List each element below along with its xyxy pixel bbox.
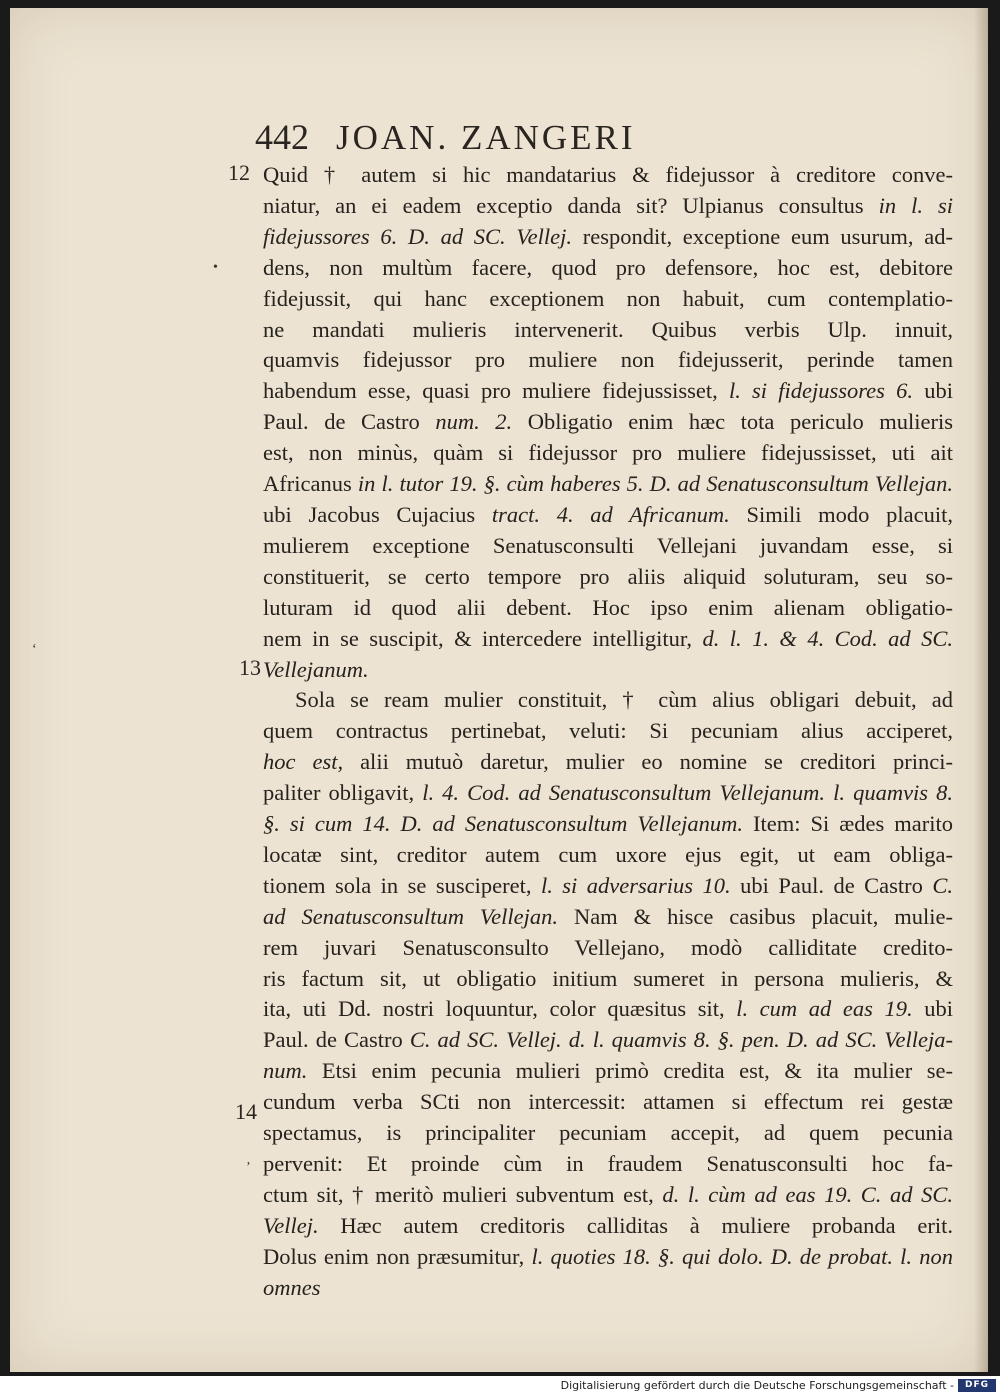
italic-citation: l. cum ad eas 19. bbox=[736, 996, 913, 1022]
body-text bbox=[263, 160, 953, 1304]
text-segment: alii mutuò daretur, mulier eo nomine se creditori princi- bbox=[343, 749, 953, 775]
text-line bbox=[263, 871, 953, 902]
running-title: JOAN. ZANGERI bbox=[336, 118, 636, 157]
text-line bbox=[263, 531, 953, 562]
italic-citation: d. l. cùm ad eas 19. C. ad SC. bbox=[662, 1181, 953, 1207]
italic-citation: C. bbox=[932, 872, 953, 898]
margin-number-13: 13 bbox=[239, 655, 261, 680]
text-segment: Sola se ream mulier constituit, † cùm alius obligari debuit, ad bbox=[295, 687, 953, 713]
text-line bbox=[263, 1273, 953, 1304]
text-line bbox=[263, 191, 953, 222]
text-segment: ubi Paul. de Castro bbox=[730, 872, 933, 898]
text-segment: respondit, exceptione eum usurum, ad- bbox=[572, 223, 953, 249]
text-line bbox=[263, 778, 953, 809]
text-segment: Item: Si ædes marito bbox=[743, 811, 953, 837]
text-line bbox=[263, 562, 953, 593]
text-segment: spectamus, is principaliter pecuniam accepit, ad quem pecunia bbox=[263, 1120, 953, 1146]
italic-citation: l. 4. Cod. ad Senatusconsultum Vellejanum. l. quamvis 8. bbox=[422, 780, 953, 806]
page-number: 442 bbox=[255, 117, 309, 157]
text-line bbox=[263, 160, 953, 191]
italic-citation: in l. si bbox=[878, 192, 953, 218]
text-line bbox=[263, 376, 953, 407]
text-line bbox=[263, 994, 953, 1025]
text-segment: mulierem exceptione Senatusconsulti Vellejani juvandam esse, si bbox=[263, 532, 953, 558]
text-segment: paliter obligavit, bbox=[263, 780, 423, 806]
text-segment: ne mandati mulieris intervenerit. Quibus verbis Ulp. innuit, bbox=[263, 316, 953, 342]
text-line bbox=[263, 438, 953, 469]
text-line bbox=[263, 500, 953, 531]
text-segment: ubi Jacobus Cujacius bbox=[263, 501, 492, 527]
text-line bbox=[263, 902, 953, 933]
italic-citation: in l. tutor 19. §. cùm haberes 5. D. ad Senatusconsultum Vellejan. bbox=[357, 471, 953, 497]
text-line bbox=[263, 933, 953, 964]
text-segment: Hæc autem creditoris calliditas à muliere probanda erit. bbox=[318, 1212, 953, 1238]
text-segment: cundum verba SCti non intercessit: attamen si effectum rei gestæ bbox=[263, 1089, 953, 1115]
text-segment: Obligatio enim hæc tota periculo mulieris bbox=[512, 409, 953, 435]
footer-bar bbox=[0, 1376, 1000, 1396]
text-line bbox=[263, 716, 953, 747]
text-segment: niatur, an ei eadem exceptio danda sit? Ulpianus consultus bbox=[263, 192, 879, 218]
italic-citation: fidejussores 6. D. ad SC. Vellej. bbox=[263, 223, 572, 249]
text-segment: Simili modo placuit, bbox=[729, 501, 953, 527]
text-line bbox=[263, 407, 953, 438]
italic-citation: l. si adversarius 10. bbox=[540, 872, 731, 898]
margin-ink-mark: ʼ bbox=[246, 1160, 251, 1175]
footer-credit-text: Digitalisierung gefördert durch die Deutsche Forschungsgemeinschaft - bbox=[560, 1379, 954, 1392]
text-segment: locatæ sint, creditor autem cum uxore ejus egit, ut eam obliga- bbox=[263, 841, 953, 867]
text-line bbox=[263, 1242, 953, 1273]
text-line bbox=[263, 624, 953, 655]
text-line bbox=[263, 1118, 953, 1149]
text-segment: tionem sola in se susciperet, bbox=[263, 872, 541, 898]
text-line bbox=[263, 1056, 953, 1087]
text-segment: Nam & hisce casibus placuit, mulie- bbox=[558, 903, 953, 929]
text-segment: constituerit, se certo tempore pro aliis aliquid soluturam, seu so- bbox=[263, 563, 953, 589]
text-segment: ubi bbox=[913, 378, 953, 404]
text-line bbox=[263, 655, 953, 686]
text-segment: quamvis fidejussor pro muliere non fidejusserit, perinde tamen bbox=[263, 347, 953, 373]
text-line bbox=[263, 593, 953, 624]
text-segment: dens, non multùm facere, quod pro defensore, hoc est, debitore bbox=[263, 254, 953, 280]
margin-number-14: 14 bbox=[235, 1099, 257, 1124]
text-line bbox=[263, 469, 953, 500]
text-line bbox=[263, 284, 953, 315]
italic-citation: hoc est, bbox=[263, 749, 344, 775]
text-segment: Etsi enim pecunia mulieri primò credita est, & ita mulier se- bbox=[307, 1058, 953, 1084]
page-edge-shadow bbox=[974, 8, 988, 1372]
running-head bbox=[255, 115, 775, 160]
text-line bbox=[263, 1180, 953, 1211]
text-segment: fidejussit, qui hanc exceptionem non habuit, cum contemplatio- bbox=[263, 285, 953, 311]
text-line bbox=[263, 253, 953, 284]
text-line bbox=[263, 1025, 953, 1056]
text-segment: ubi bbox=[912, 996, 953, 1022]
italic-citation: l. si fidejussores 6. bbox=[728, 378, 913, 404]
margin-number-12: 12 bbox=[228, 160, 250, 185]
text-line bbox=[263, 1087, 953, 1118]
italic-citation: C. ad SC. Vellej. d. l. quamvis 8. §. pen. D. ad SC. Velleja- bbox=[409, 1027, 953, 1053]
text-segment: pervenit: Et proinde cùm in fraudem Senatusconsulti hoc fa- bbox=[263, 1151, 953, 1176]
dfg-logo: DFG bbox=[958, 1379, 996, 1392]
book-page bbox=[10, 8, 988, 1372]
italic-citation: d. l. 1. & 4. Cod. ad SC. bbox=[702, 625, 953, 651]
text-segment: Dolus enim non præsumitur, bbox=[263, 1243, 532, 1269]
text-segment: ctum sit, † meritò mulieri subventum est, bbox=[263, 1181, 663, 1207]
text-segment: Quid † autem si hic mandatarius & fidejussor à creditore conve- bbox=[263, 162, 953, 187]
text-line bbox=[263, 1149, 953, 1180]
text-line bbox=[263, 747, 953, 778]
text-segment: rem juvari Senatusconsulto Vellejano, modò calliditate credito- bbox=[263, 934, 953, 960]
margin-dot-mark: • bbox=[213, 260, 218, 275]
margin-ink-mark: ʻ bbox=[32, 642, 37, 657]
italic-citation: Vellej. bbox=[263, 1212, 319, 1238]
text-segment: ita, uti Dd. nostri loquuntur, color quæsitus sit, bbox=[263, 996, 737, 1022]
text-segment: Paul. de Castro bbox=[263, 409, 436, 435]
text-segment: Paul. de Castro bbox=[263, 1027, 410, 1053]
text-line bbox=[263, 1211, 953, 1242]
italic-citation: ad Senatusconsultum Vellejan. bbox=[263, 903, 558, 929]
italic-citation: num. bbox=[263, 1058, 308, 1084]
text-line bbox=[263, 840, 953, 871]
italic-citation: tract. 4. ad Africanum. bbox=[491, 501, 730, 527]
text-segment: est, non minùs, quàm si fidejussor pro muliere fidejussisset, uti ait bbox=[263, 440, 953, 466]
text-segment: luturam id quod alii debent. Hoc ipso enim alienam obligatio- bbox=[263, 594, 953, 620]
italic-citation: l. quoties 18. §. qui dolo. D. de probat. l. non bbox=[531, 1243, 953, 1269]
text-line bbox=[263, 685, 953, 716]
text-segment: quem contractus pertinebat, veluti: Si pecuniam alius acciperet, bbox=[263, 718, 953, 744]
italic-citation: omnes bbox=[263, 1274, 321, 1300]
text-line bbox=[263, 345, 953, 376]
text-segment: ris factum sit, ut obligatio initium sumeret in persona mulieris, & bbox=[263, 965, 953, 991]
italic-citation: §. si cum 14. D. ad Senatusconsultum Vellejanum. bbox=[263, 811, 743, 837]
text-line bbox=[263, 809, 953, 840]
text-segment: nem in se suscipit, & intercedere intelligitur, bbox=[263, 625, 703, 651]
text-line bbox=[263, 222, 953, 253]
text-segment: Africanus bbox=[263, 471, 358, 497]
italic-citation: num. 2. bbox=[435, 409, 513, 435]
text-line bbox=[263, 964, 953, 995]
text-line bbox=[263, 315, 953, 346]
text-segment: habendum esse, quasi pro muliere fidejussisset, bbox=[263, 378, 729, 404]
italic-citation: Vellejanum. bbox=[263, 656, 369, 682]
